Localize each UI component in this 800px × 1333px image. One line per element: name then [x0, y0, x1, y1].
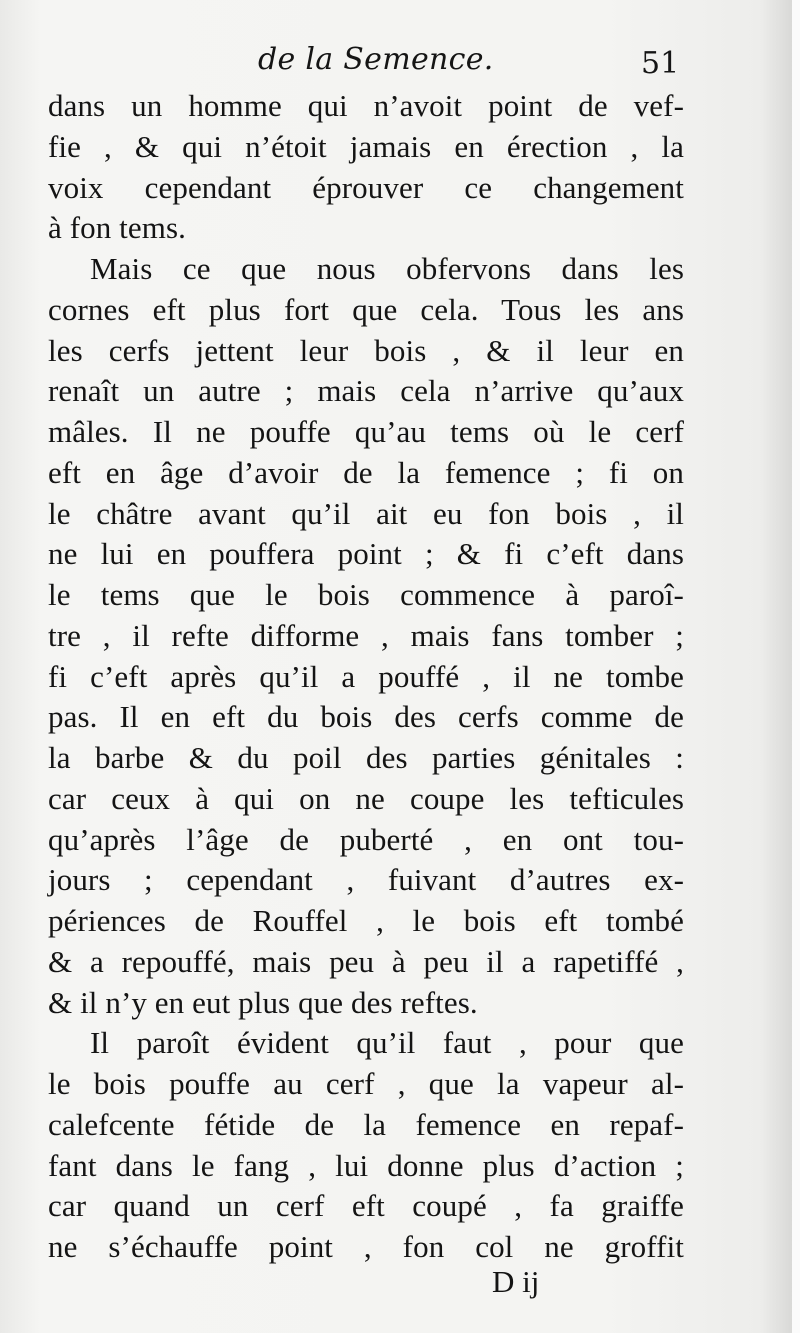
- signature-mark: D ij: [492, 1264, 540, 1299]
- text-line: le tems que le bois commence à paroî-: [48, 577, 684, 612]
- body-text: [48, 86, 684, 1268]
- text-line: mâles. Il ne pouffe qu’au tems où le cerf: [48, 414, 684, 449]
- text-line: qu’après l’âge de puberté , en ont tou-: [48, 821, 684, 857]
- text-line: renaît un autre ; mais cela n’arrive qu’aux: [48, 373, 684, 409]
- text-line: car ceux à qui on ne coupe les tefticules: [48, 780, 684, 816]
- text-line: tre , il refte difforme , mais fans tomber ;: [48, 617, 684, 653]
- text-line: fi c’eft après qu’il a pouffé , il ne tombe: [48, 658, 684, 694]
- text-line: eft en âge d’avoir de la femence ; fi on: [48, 454, 684, 490]
- text-line: Il paroît évident qu’il faut , pour que: [90, 1025, 684, 1061]
- text-line: cornes eft plus fort que cela. Tous les ans: [48, 291, 684, 327]
- text-line: le châtre avant qu’il ait eu fon bois , il: [48, 495, 684, 531]
- text-line: fant dans le fang , lui donne plus d’action ;: [48, 1147, 684, 1183]
- text-line: les cerfs jettent leur bois , & il leur en: [48, 332, 684, 368]
- page-header: [0, 42, 800, 82]
- text-line: ne lui en pouffera point ; & fi c’eft dans: [48, 536, 684, 572]
- text-line: périences de Rouffel , le bois eft tombé: [48, 903, 684, 938]
- text-line: calefcente fétide de la femence en repaf-: [48, 1106, 684, 1142]
- text-line: Mais ce que nous obfervons dans les: [90, 251, 684, 286]
- page-number: 51: [641, 46, 680, 81]
- text-line: dans un homme qui n’avoit point de vef-: [48, 88, 684, 123]
- text-line: la barbe & du poil des parties génitales :: [48, 740, 684, 775]
- text-line: car quand un cerf eft coupé , fa graiffe: [48, 1188, 684, 1224]
- text-line: jours ; cependant , fuivant d’autres ex-: [48, 862, 684, 898]
- text-line: à fon tems.: [48, 210, 186, 246]
- text-line: ne s’échauffe point , fon col ne groffit: [48, 1229, 684, 1264]
- text-line: & il n’y en eut plus que des reftes.: [48, 984, 478, 1020]
- text-line: le bois pouffe au cerf , que la vapeur al-: [48, 1066, 684, 1101]
- text-line: & a repouffé, mais peu à peu il a rapetiffé ,: [48, 943, 684, 979]
- text-line: fie , & qui n’étoit jamais en érection , la: [48, 128, 684, 164]
- text-line: voix cependant éprouver ce changement: [48, 169, 684, 205]
- running-head: de la Semence.: [258, 42, 494, 77]
- text-line: pas. Il en eft du bois des cerfs comme de: [48, 699, 684, 735]
